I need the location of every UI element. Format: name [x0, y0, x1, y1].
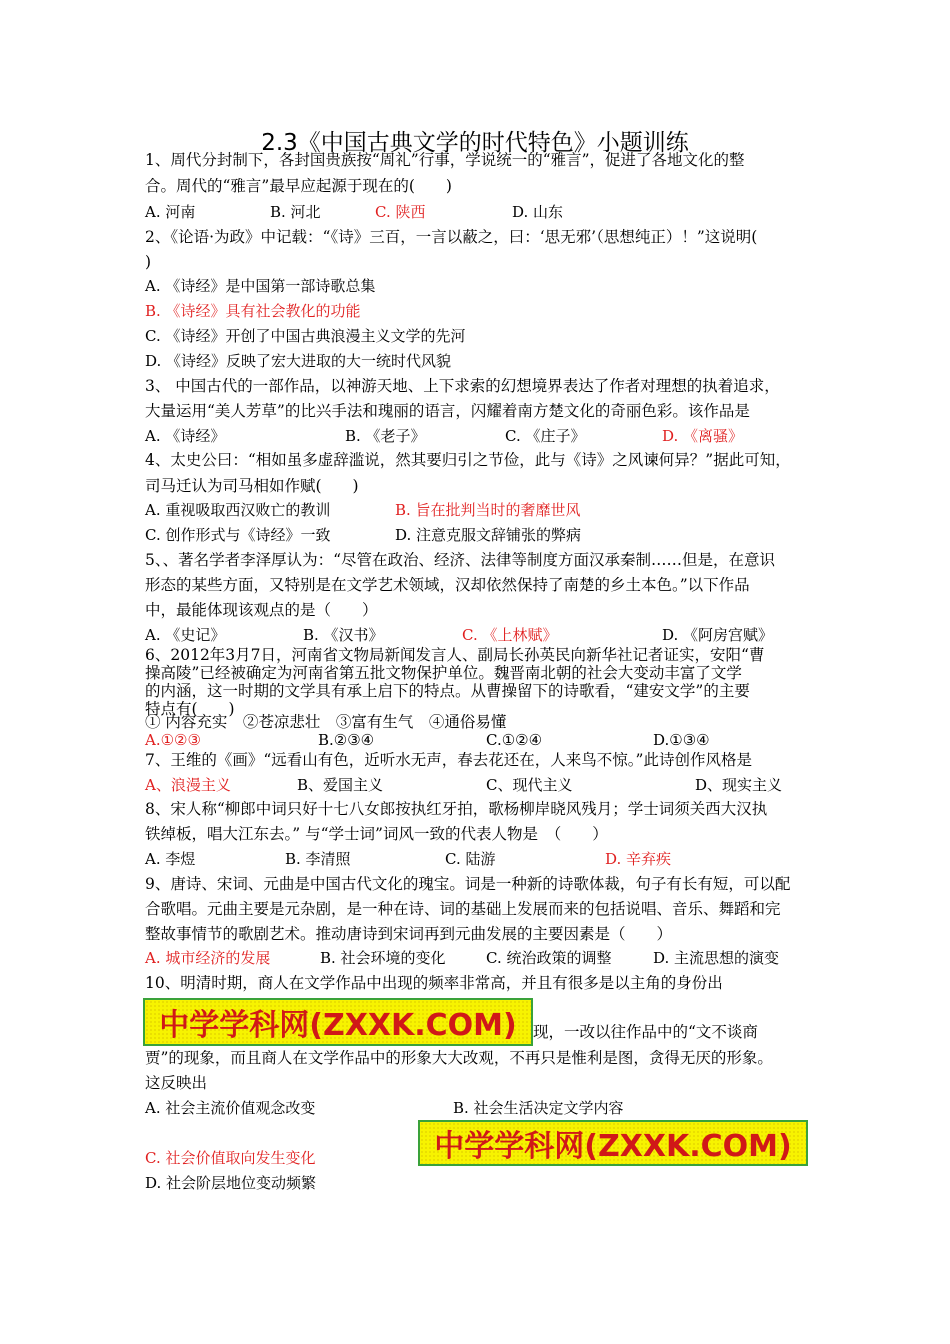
- q8-option-c: C. 陆游: [445, 850, 496, 868]
- q2-option-a: A. 《诗经》是中国第一部诗歌总集: [145, 277, 376, 295]
- q3-stem-line1: 3、 中国古代的一部作品，以神游天地、上下求索的幻想境界表达了作者对理想的执着追求，: [145, 377, 780, 395]
- q1-option-d: D. 山东: [512, 203, 564, 221]
- q6-stem-line1: 6、2012年3月7日，河南省文物局新闻发言人、副局长孙英民向新华社记者证实，安阳“曹: [145, 646, 765, 664]
- q9-option-d: D. 主流思想的演变: [653, 949, 780, 967]
- q1-option-b: B. 河北: [270, 203, 321, 221]
- watermark-banner: 中学学科网(ZXXK.COM): [143, 998, 533, 1046]
- q4-option-a: A. 重视吸取西汉败亡的教训: [145, 501, 331, 519]
- q8-stem-line1: 8、宋人称“柳郎中词只好十七八女郎按执红牙拍，歌杨柳岸晓风残月；学士词须关西大汉执: [145, 800, 768, 818]
- q7-option-b: B、爱国主义: [297, 776, 384, 794]
- q4-stem-line1: 4、太史公曰：“相如虽多虚辞滥说，然其要归引之节俭，此与《诗》之风谏何异？”据此可知，: [145, 451, 791, 469]
- q10-option-c-answer: C. 社会价值取向发生变化: [145, 1149, 316, 1167]
- q10-stem-line3: 贾”的现象，而且商人在文学作品中的形象大大改观，不再只是惟利是图，贪得无厌的形象。: [145, 1049, 773, 1067]
- q6-stem-line3: 的内涵，这一时期的文学具有承上启下的特点。从曹操留下的诗歌看，“建安文学”的主要: [145, 682, 750, 700]
- q9-option-b: B. 社会环境的变化: [320, 949, 446, 967]
- q7-option-a-answer: A、浪漫主义: [145, 776, 231, 794]
- q6-stem-line2: 操高陵”已经被确定为河南省第五批文物保护单位。魏晋南北朝的社会大变动丰富了文学: [145, 664, 742, 682]
- q9-option-c: C. 统治政策的调整: [486, 949, 612, 967]
- q2-stem-line2: ): [145, 253, 152, 271]
- q2-option-b-answer: B. 《诗经》具有社会教化的功能: [145, 302, 361, 320]
- q10-stem-line4: 这反映出: [145, 1074, 208, 1092]
- q2-option-d: D. 《诗经》反映了宏大进取的大一统时代风貌: [145, 352, 452, 370]
- q6-stem-line4: 特点有( ): [145, 700, 235, 718]
- q3-stem-line2: 大量运用“美人芳草”的比兴手法和瑰丽的语言，闪耀着南方楚文化的奇丽色彩。该作品是: [145, 402, 750, 420]
- q10-option-a: A. 社会主流价值观念改变: [145, 1099, 316, 1117]
- q8-option-b: B. 李清照: [285, 850, 351, 868]
- q7-option-d: D、现实主义: [695, 776, 783, 794]
- q8-option-d-answer: D. 辛弃疾: [605, 850, 672, 868]
- q10-option-b: B. 社会生活决定文学内容: [453, 1099, 624, 1117]
- q3-option-d-answer: D. 《离骚》: [662, 427, 744, 445]
- page-title: 2.3《中国古典文学的时代特色》小题训练: [261, 130, 689, 156]
- q4-option-c: C. 创作形式与《诗经》一致: [145, 526, 331, 544]
- q1-stem-line2: 合。周代的“雅言”最早应起源于现在的( ): [145, 177, 452, 195]
- q8-option-a: A. 李煜: [145, 850, 196, 868]
- watermark-banner-2: 中学学科网(ZXXK.COM): [418, 1120, 808, 1166]
- q1-option-a: A. 河南: [145, 203, 196, 221]
- q3-option-b: B. 《老子》: [345, 427, 426, 445]
- q5-option-d: D. 《阿房宫赋》: [662, 626, 774, 644]
- q6-option-c: C.①②④: [486, 731, 543, 749]
- q7-stem-line1: 7、王维的《画》“远看山有色，近听水无声，春去花还在，人来鸟不惊。”此诗创作风格是: [145, 751, 752, 769]
- q10-option-d: D. 社会阶层地位变动频繁: [145, 1174, 317, 1192]
- q1-option-c-answer: C. 陕西: [375, 203, 426, 221]
- q5-stem-line1: 5、、著名学者李泽厚认为：“尽管在政治、经济、法律等制度方面汉承秦制……但是，在意识: [145, 551, 776, 569]
- q6-option-d: D.①③④: [653, 731, 710, 749]
- q5-stem-line2: 形态的某些方面，又特别是在文学艺术领域，汉却依然保持了南楚的乡土本色。”以下作品: [145, 576, 750, 594]
- q6-statements: ① 内容充实 ②苍凉悲壮 ③富有生气 ④通俗易懂: [145, 713, 507, 731]
- q6-option-b: B.②③④: [318, 731, 375, 749]
- q1-stem-line1: 1、周代分封制下，各封国贵族按“周礼”行事，学说统一的“雅言”，促进了各地文化的整: [145, 151, 745, 169]
- q9-stem-line2: 合歌唱。元曲主要是元杂剧，是一种在诗、词的基础上发展而来的包括说唱、音乐、舞蹈和完: [145, 900, 781, 918]
- q5-option-c-answer: C. 《上林赋》: [462, 626, 558, 644]
- q5-option-b: B. 《汉书》: [303, 626, 384, 644]
- q2-stem-line1: 2、《论语·为政》中记载：“《诗》三百，一言以蔽之，曰：‘思无邪’（思想纯正）！”这说明(: [145, 228, 758, 246]
- q8-stem-line2: 铁绰板，唱大江东去。” 与“学士词”词风一致的代表人物是 （ ）: [145, 825, 608, 843]
- q3-option-a: A. 《诗经》: [145, 427, 226, 445]
- q4-option-d: D. 注意克服文辞铺张的弊病: [395, 526, 582, 544]
- q10-stem-line2: 现，一改以往作品中的“文不谈商: [533, 1023, 758, 1041]
- q9-stem-line1: 9、唐诗、宋词、元曲是中国古代文化的瑰宝。词是一种新的诗歌体裁，句子有长有短，可以配: [145, 875, 791, 893]
- q4-option-b-answer: B. 旨在批判当时的奢靡世风: [395, 501, 581, 519]
- q5-option-a: A. 《史记》: [145, 626, 226, 644]
- q5-stem-line3: 中，最能体现该观点的是（ ）: [145, 601, 378, 619]
- q2-option-c: C. 《诗经》开创了中国古典浪漫主义文学的先河: [145, 327, 466, 345]
- q10-stem-line1: 10、明清时期，商人在文学作品中出现的频率非常高，并且有很多是以主角的身份出: [145, 974, 723, 992]
- q6-option-a-answer: A.①②③: [145, 731, 201, 749]
- q9-stem-line3: 整故事情节的歌剧艺术。推动唐诗到宋词再到元曲发展的主要因素是（ ）: [145, 925, 673, 943]
- q3-option-c: C. 《庄子》: [505, 427, 586, 445]
- q7-option-c: C、现代主义: [486, 776, 573, 794]
- q9-option-a-answer: A. 城市经济的发展: [145, 949, 271, 967]
- q4-stem-line2: 司马迁认为司马相如作赋( ): [145, 477, 359, 495]
